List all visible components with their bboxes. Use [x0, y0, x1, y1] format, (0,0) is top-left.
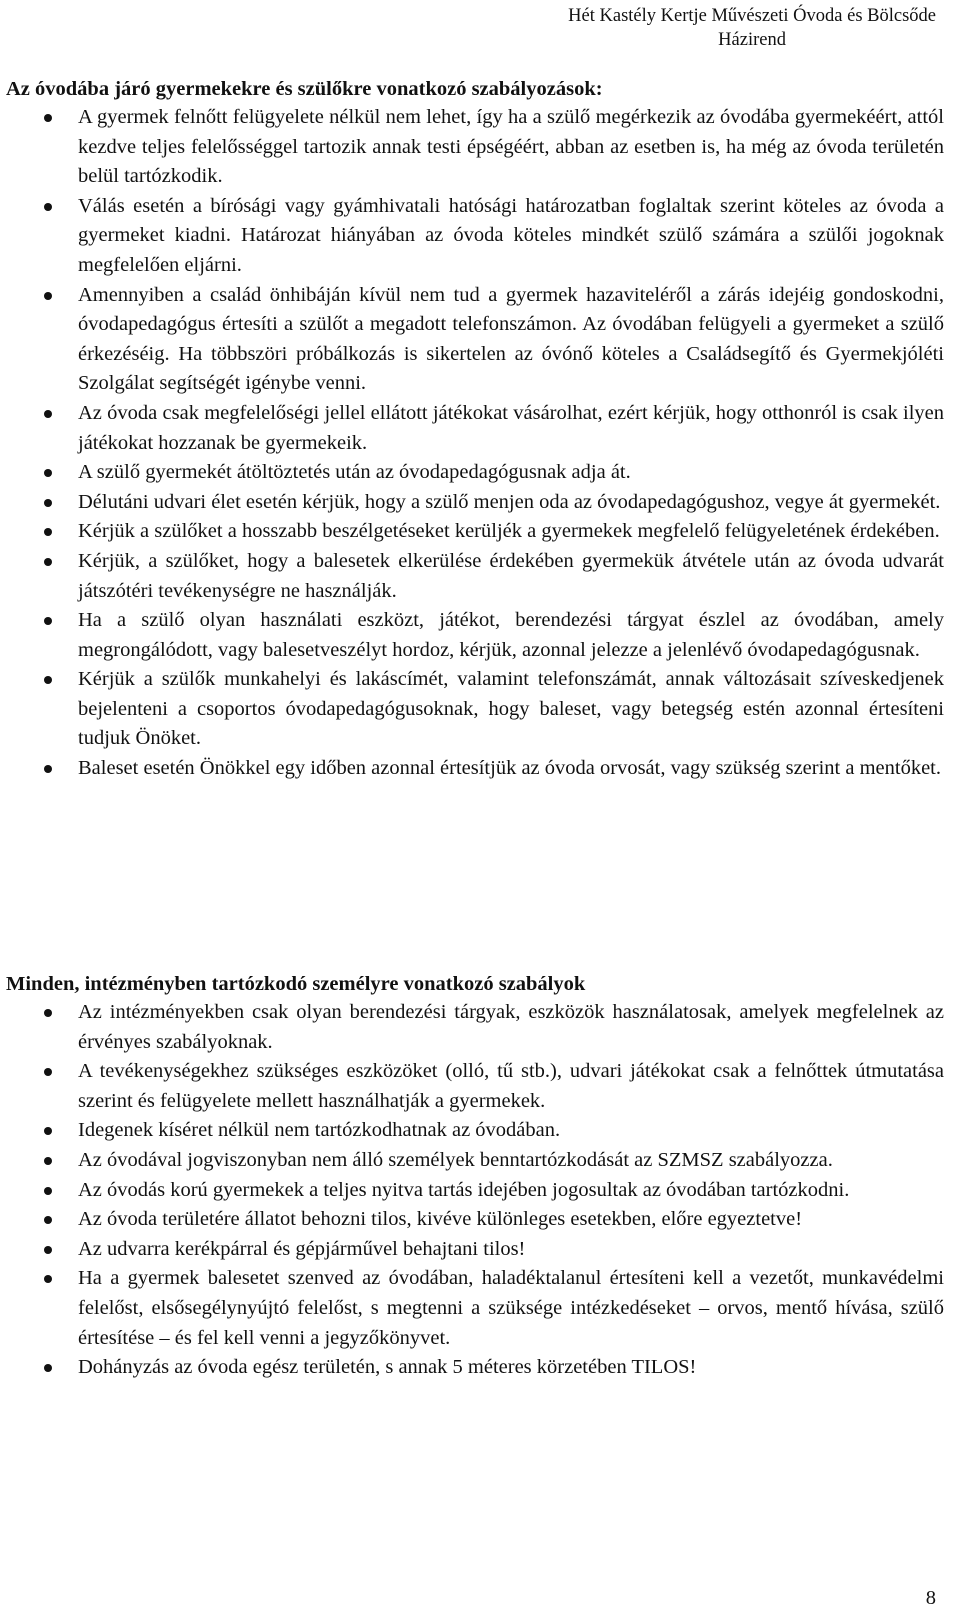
list-item: Dohányzás az óvoda egész területén, s annak 5 méteres körzetében TILOS!	[6, 1353, 944, 1383]
list-item: Kérjük a szülőket a hosszabb beszélgetéseket kerüljék a gyermekek megfelelő felügyeletének érdekében.	[6, 517, 944, 547]
section-heading: Az óvodába járó gyermekekre és szülőkre vonatkozó szabályozások:	[6, 78, 603, 100]
parent-child-rules-section	[6, 75, 944, 784]
list-item: Amennyiben a család önhibáján kívül nem tud a gyermek hazaviteléről a zárás idejéig gondoskodni, óvodapedagógus értesíti a szülőt a megadott telefonszámon. Az óvodában felügyeli a gyermeket a szülő érkezéséig. Ha többszöri próbálkozás is sikertelen az óvónő köteles a Családsegítő és Gyermekjóléti Szolgálat segítségét igénybe venni.	[6, 281, 944, 399]
list-item: Az intézményekben csak olyan berendezési tárgyak, eszközök használatosak, amelyek megfelelnek az érvényes szabályoknak.	[6, 998, 944, 1057]
list-item: Idegenek kíséret nélkül nem tartózkodhatnak az óvodában.	[6, 1116, 944, 1146]
general-rules-section	[6, 970, 944, 1383]
document-title: Házirend	[718, 30, 786, 50]
list-item: Kérjük a szülők munkahelyi és lakáscímét, valamint telefonszámát, annak változásait szíveskedjenek bejelenteni a csoportos óvodapedagógusoknak, hogy baleset, vagy betegség estén azonnal értesíteni tudjuk Önöket.	[6, 665, 944, 754]
list-item: Délutáni udvari élet esetén kérjük, hogy a szülő menjen oda az óvodapedagógushoz, vegye át gyermekét.	[6, 488, 944, 518]
section-heading: Minden, intézményben tartózkodó személyre vonatkozó szabályok	[6, 973, 586, 995]
list-item: A gyermek felnőtt felügyelete nélkül nem lehet, így ha a szülő megérkezik az óvodába gyermekéért, attól kezdve teljes felelősséggel tartozik annak testi épségéért, abban az esetben is, ha még az óvoda területén belül tartózkodik.	[6, 103, 944, 192]
page-header	[568, 4, 936, 52]
list-item: Baleset esetén Önökkel egy időben azonnal értesítjük az óvoda orvosát, vagy szükség szerint a mentőket.	[6, 754, 944, 784]
list-item: Az óvodás korú gyermekek a teljes nyitva tartás idejében jogosultak az óvodában tartózkodni.	[6, 1176, 944, 1206]
list-item: A szülő gyermekét átöltöztetés után az óvodapedagógusnak adja át.	[6, 458, 944, 488]
list-item: Ha a szülő olyan használati eszközt, játékot, berendezési tárgyat észlel az óvodában, amely megrongálódott, vagy balesetveszélyt hordoz, kérjük, azonnal jelezze a jelenlévő óvodapedagógusnak.	[6, 606, 944, 665]
list-item: Az óvodával jogviszonyban nem álló személyek benntartózkodását az SZMSZ szabályozza.	[6, 1146, 944, 1176]
rule-list	[6, 103, 944, 784]
list-item: A tevékenységekhez szükséges eszközöket (olló, tű stb.), udvari játékokat csak a felnőttek útmutatása szerint és felügyelete mellett használhatják a gyermekek.	[6, 1057, 944, 1116]
list-item: Az óvoda csak megfelelőségi jellel ellátott játékokat vásárolhat, ezért kérjük, hogy otthonról is csak ilyen játékokat hozzanak be gyermekeik.	[6, 399, 944, 458]
list-item: Válás esetén a bírósági vagy gyámhivatali hatósági határozatban foglaltak szerint köteles az óvoda a gyermeket kiadni. Határozat hiányában az óvoda köteles mindkét szülő számára a szülői jogoknak megfelelően eljárni.	[6, 192, 944, 281]
list-item: Az udvarra kerékpárral és gépjárművel behajtani tilos!	[6, 1235, 944, 1265]
list-item: Az óvoda területére állatot behozni tilos, kivéve különleges esetekben, előre egyeztetve!	[6, 1205, 944, 1235]
page-number: 8	[925, 1587, 936, 1609]
list-item: Ha a gyermek balesetet szenved az óvodában, haladéktalanul értesíteni kell a vezetőt, munkavédelmi felelőst, elsősegélynyújtó felelőst, s megtenni a szüksége intézkedéseket – orvos, mentő hívása, szülő értesítése – és fel kell venni a jegyzőkönyvet.	[6, 1264, 944, 1353]
list-item: Kérjük, a szülőket, hogy a balesetek elkerülése érdekében gyermekük átvétele után az óvoda udvarát játszótéri tevékenységre ne használják.	[6, 547, 944, 606]
rule-list	[6, 998, 944, 1383]
institution-name: Hét Kastély Kertje Művészeti Óvoda és Bölcsőde	[568, 6, 936, 26]
